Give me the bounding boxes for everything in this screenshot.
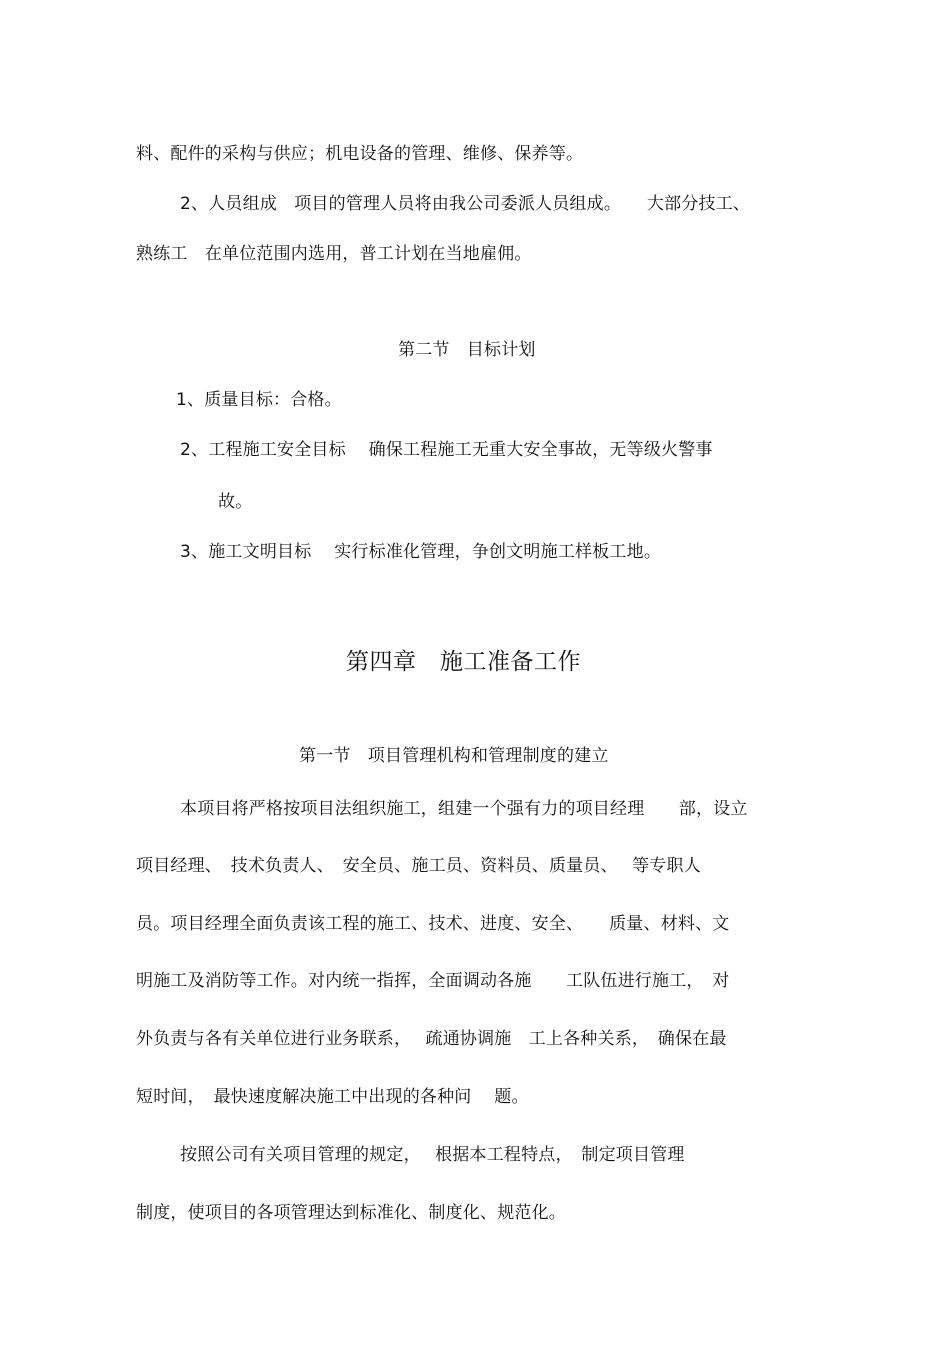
paragraph-line: 熟练工 在单位范围内选用，普工计划在当地雇佣。 (136, 244, 532, 264)
list-item-quality-goal: 1、质量目标：合格。 (176, 390, 342, 410)
paragraph-line: 员。项目经理全面负责该工程的施工、技术、进度、安全、 质量、材料、文 (136, 914, 730, 934)
list-item-continuation: 故。 (218, 492, 253, 512)
paragraph-line: 项目经理、 技术负责人、 安全员、施工员、资料员、质量员、 等专职人 (136, 856, 701, 876)
chapter-title: 第四章 施工准备工作 (346, 649, 581, 675)
list-item-personnel: 2、人员组成 项目的管理人员将由我公司委派人员组成。 大部分技工、 (180, 194, 751, 214)
list-item-safety-goal: 2、工程施工安全目标 确保工程施工无重大安全事故，无等级火警事 (180, 440, 713, 460)
paragraph-line: 制度，使项目的各项管理达到标准化、制度化、规范化。 (136, 1203, 566, 1223)
paragraph-line: 明施工及消防等工作。对内统一指挥，全面调动各施 工队伍进行施工， 对 (136, 971, 730, 991)
section-title: 第二节 目标计划 (398, 340, 536, 360)
paragraph-line: 外负责与各有关单位进行业务联系， 疏通协调施 工上各种关系， 确保在最 (136, 1029, 727, 1049)
paragraph-line: 本项目将严格按项目法组织施工，组建一个强有力的项目经理 部，设立 (180, 799, 748, 819)
paragraph-line: 料、配件的采构与供应；机电设备的管理、维修、保养等。 (136, 144, 584, 164)
paragraph-line: 短时间， 最快速度解决施工中出现的各种问 题。 (136, 1087, 529, 1107)
section-title: 第一节 项目管理机构和管理制度的建立 (299, 746, 609, 766)
list-item-civilized-goal: 3、施工文明目标 实行标准化管理，争创文明施工样板工地。 (180, 542, 662, 562)
paragraph-line: 按照公司有关项目管理的规定， 根据本工程特点， 制定项目管理 (180, 1145, 685, 1165)
